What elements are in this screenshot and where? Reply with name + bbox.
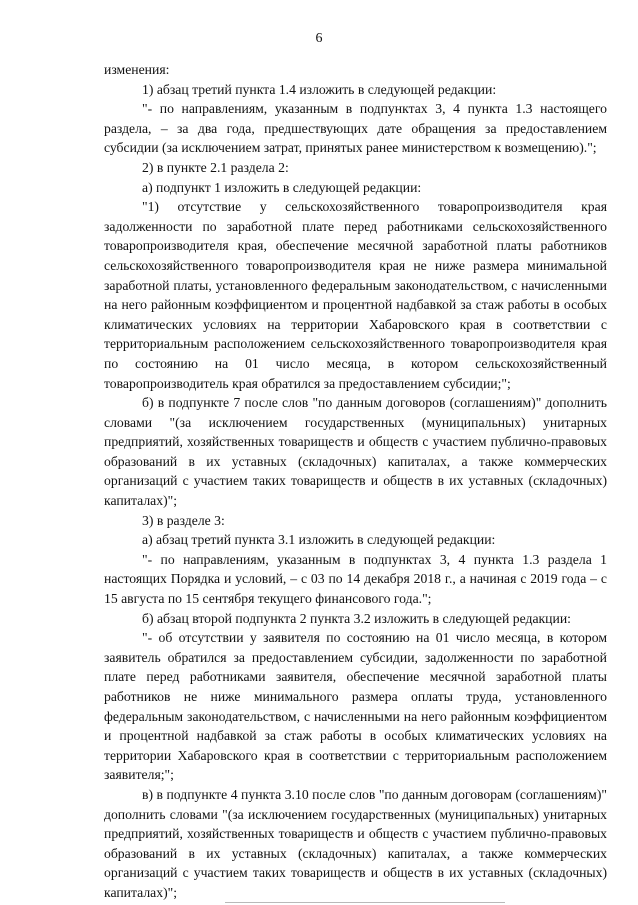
document-body bbox=[104, 60, 607, 903]
paragraph-quote-3-1: "- по направлениям, указанным в подпунктах 3, 4 пункта 1.3 раздела 1 настоящих Порядка и условий, – с 03 по 14 декабря 2018 г., а начиная с 2019 года – с 15 августа по 15 сентября текущего финансового года."; bbox=[104, 551, 607, 607]
paragraph-item-3v: в) в подпункте 4 пункта 3.10 после слов "по данным договорам (соглашениям)" дополнить словами "(за исключением государственных (муниципальных) унитарных предприятий, хозяйственных товариществ и обществ с участием публично-правовых образований в их уставных (складочных) капиталах, а также коммерческих организаций с участием таких товариществ и обществ в их уставных (складочных) капиталах)"; bbox=[104, 786, 607, 900]
paragraph-intro: изменения: bbox=[104, 62, 170, 77]
paragraph-item-3a: а) абзац третий пункта 3.1 изложить в следующей редакции: bbox=[142, 532, 496, 548]
paragraph-item-1: 1) абзац третий пункта 1.4 изложить в следующей редакции: bbox=[142, 81, 497, 97]
paragraph-quote-2-1-1: "1) отсутствие у сельскохозяйственного товаропроизводителя края задолженности по заработной плате перед работниками сельскохозяйственного товаропроизводителя края, обеспечение месячной заработной платы работников сельскохозяйственного товаропроизводителя края не ниже размера минимальной заработной платы, установленного федеральным законодательством, с начисленными на него районным коэффициентом и процентной надбавкой за стаж работы в особых климатических условиях на территории Хабаровского края в соответствии с территориальным расположением сельскохозяйственного товаропроизводителя края по состоянию на 01 число месяца, в котором сельскохозяйственный товаропроизводитель края обратился за предоставлением субсидии;"; bbox=[104, 199, 607, 391]
paragraph-item-2a: а) подпункт 1 изложить в следующей редакции: bbox=[142, 179, 422, 195]
paragraph-item-2: 2) в пункте 2.1 раздела 2: bbox=[142, 159, 289, 175]
paragraph-item-3b: б) абзац второй подпункта 2 пункта 3.2 изложить в следующей редакции: bbox=[142, 610, 571, 626]
paragraph-item-3: 3) в разделе 3: bbox=[142, 512, 225, 528]
paragraph-item-2b: б) в подпункте 7 после слов "по данным договоров (соглашениям)" дополнить словами "(за исключением государственных (муниципальных) унитарных предприятий, хозяйственных товариществ и обществ с участием публично-правовых образований в их уставных (складочных) капиталах, а также коммерческих организаций с участием таких товариществ и обществ в их уставных (складочных) капиталах)"; bbox=[104, 395, 607, 509]
bottom-edge-line bbox=[225, 902, 505, 903]
paragraph-quote-3-2: "- об отсутствии у заявителя по состоянию на 01 число месяца, в котором заявитель обратился за предоставлением субсидии, задолженности по заработной плате перед работниками заявителя, обеспечение месячной заработной платы работников не ниже минимального размера оплаты труда, установленного федеральным законодательством, с начисленными на него районным коэффициентом и процентной надбавкой за стаж работы в особых климатических условиях на территории Хабаровского края в соответствии с территориальным расположением заявителя;"; bbox=[104, 630, 607, 783]
paragraph-quote-1-4: "- по направлениям, указанным в подпунктах 3, 4 пункта 1.3 настоящего раздела, – за два года, предшествующих дате обращения за предоставлением субсидии (за исключением затрат, принятых ранее министерством к возмещению)."; bbox=[104, 101, 607, 156]
page-number: 6 bbox=[315, 31, 323, 46]
